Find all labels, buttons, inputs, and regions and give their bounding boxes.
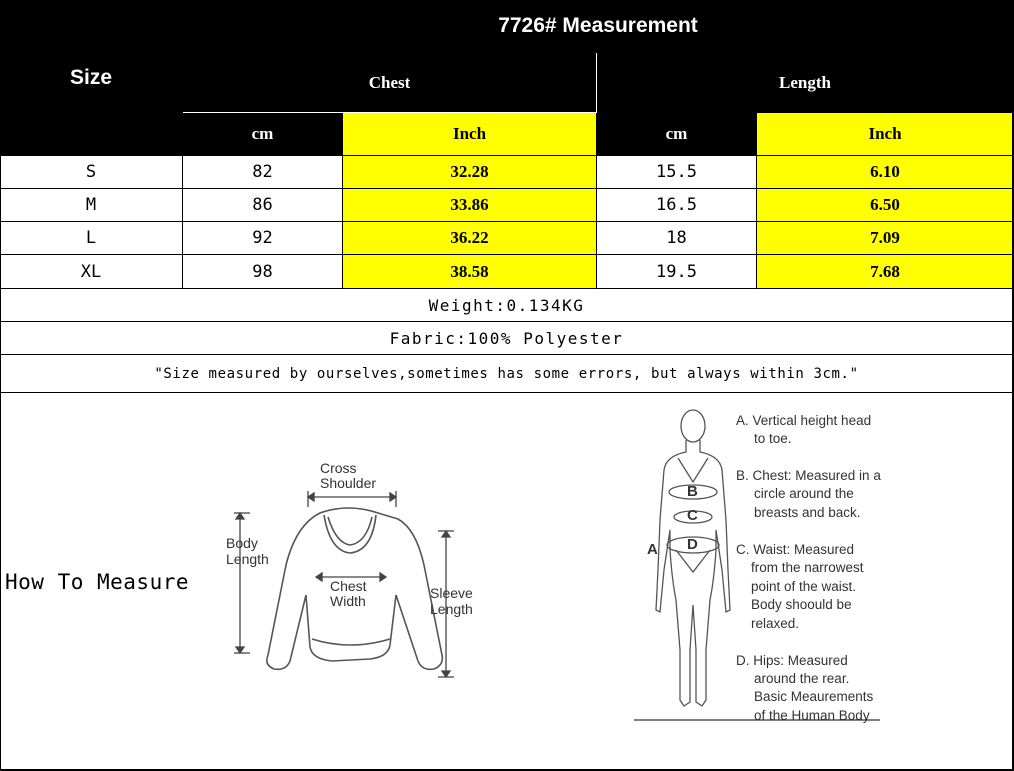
chest-width-label-2: Width (330, 593, 366, 609)
length-cm-cell: 18 (597, 222, 757, 255)
chest-cm-cell: 98 (183, 255, 343, 289)
body-letters (647, 483, 698, 558)
sleeve-length-label: Sleeve (430, 585, 473, 601)
note-c-line-4: Body shoould be (751, 597, 852, 612)
body-notes (736, 413, 881, 723)
human-figure (656, 410, 730, 706)
sleeve-length-label-2: Length (430, 601, 473, 617)
note-d-line-2: around the rear. (754, 671, 850, 686)
length-cm-cell: 15.5 (597, 156, 757, 189)
note-d-line-1: D. Hips: Measured (736, 653, 848, 668)
body-length-label-2: Length (226, 551, 269, 567)
length-inch-header: Inch (757, 113, 1014, 156)
length-inch-cell: 6.50 (757, 189, 1014, 222)
chest-cm-cell: 82 (183, 156, 343, 189)
frame-top (182, 0, 1014, 1)
size-cell: M (0, 189, 183, 222)
chest-inch-cell: 33.86 (343, 189, 597, 222)
chest-inch-cell: 38.58 (343, 255, 597, 289)
letter-a: A (647, 541, 658, 558)
length-cm-header: cm (597, 113, 757, 156)
fabric-row: Fabric:100% Polyester (0, 322, 1014, 355)
chart-title: 7726# Measurement (183, 0, 1014, 53)
letter-c: C (687, 507, 698, 524)
note-b-line-1: B. Chest: Measured in a (736, 468, 881, 483)
length-cm-cell: 19.5 (597, 255, 757, 289)
size-cell: S (0, 156, 183, 189)
note-a-line-1: A. Vertical height head (736, 413, 872, 428)
note-row: "Size measured by ourselves,sometimes has some errors, but always within 3cm." (0, 355, 1014, 393)
sweater-labels (226, 460, 473, 617)
chest-cm-header: cm (183, 113, 343, 156)
how-to-measure-label: How To Measure (5, 570, 190, 594)
length-header: Length (597, 53, 1014, 113)
length-inch-cell: 7.09 (757, 222, 1014, 255)
note-c-line-2: from the narrowest (751, 560, 864, 575)
size-cell: XL (0, 255, 183, 289)
chest-header: Chest (183, 53, 597, 113)
note-d-line-4: of the Human Body (754, 708, 870, 723)
body-length-label: Body (226, 535, 258, 551)
chest-width-label: Chest (330, 578, 367, 594)
length-inch-cell: 6.10 (757, 156, 1014, 189)
length-inch-cell: 7.68 (757, 255, 1014, 289)
cross-shoulder-label: Cross (320, 460, 357, 476)
length-cm-cell: 16.5 (597, 189, 757, 222)
note-c-line-1: C. Waist: Measured (736, 542, 855, 557)
sweater-diagram (220, 455, 490, 690)
cross-shoulder-label-2: Shoulder (320, 475, 377, 491)
letter-d: D (687, 536, 698, 553)
chest-inch-header: Inch (343, 113, 597, 156)
size-header: Size (0, 0, 183, 156)
chest-inch-cell: 32.28 (343, 156, 597, 189)
note-b-line-2: circle around the (754, 486, 854, 501)
letter-b: B (687, 483, 698, 500)
frame-left (0, 155, 1, 771)
body-diagram (630, 400, 910, 730)
weight-row: Weight:0.134KG (0, 289, 1014, 322)
chest-cm-cell: 86 (183, 189, 343, 222)
size-cell: L (0, 222, 183, 255)
chest-cm-cell: 92 (183, 222, 343, 255)
note-d-line-3: Basic Meaurements (754, 689, 874, 704)
note-a-line-2: to toe. (754, 431, 792, 446)
note-c-line-5: relaxed. (751, 616, 800, 631)
note-c-line-3: point of the waist. (751, 579, 857, 594)
chest-inch-cell: 36.22 (343, 222, 597, 255)
note-b-line-3: breasts and back. (754, 505, 861, 520)
